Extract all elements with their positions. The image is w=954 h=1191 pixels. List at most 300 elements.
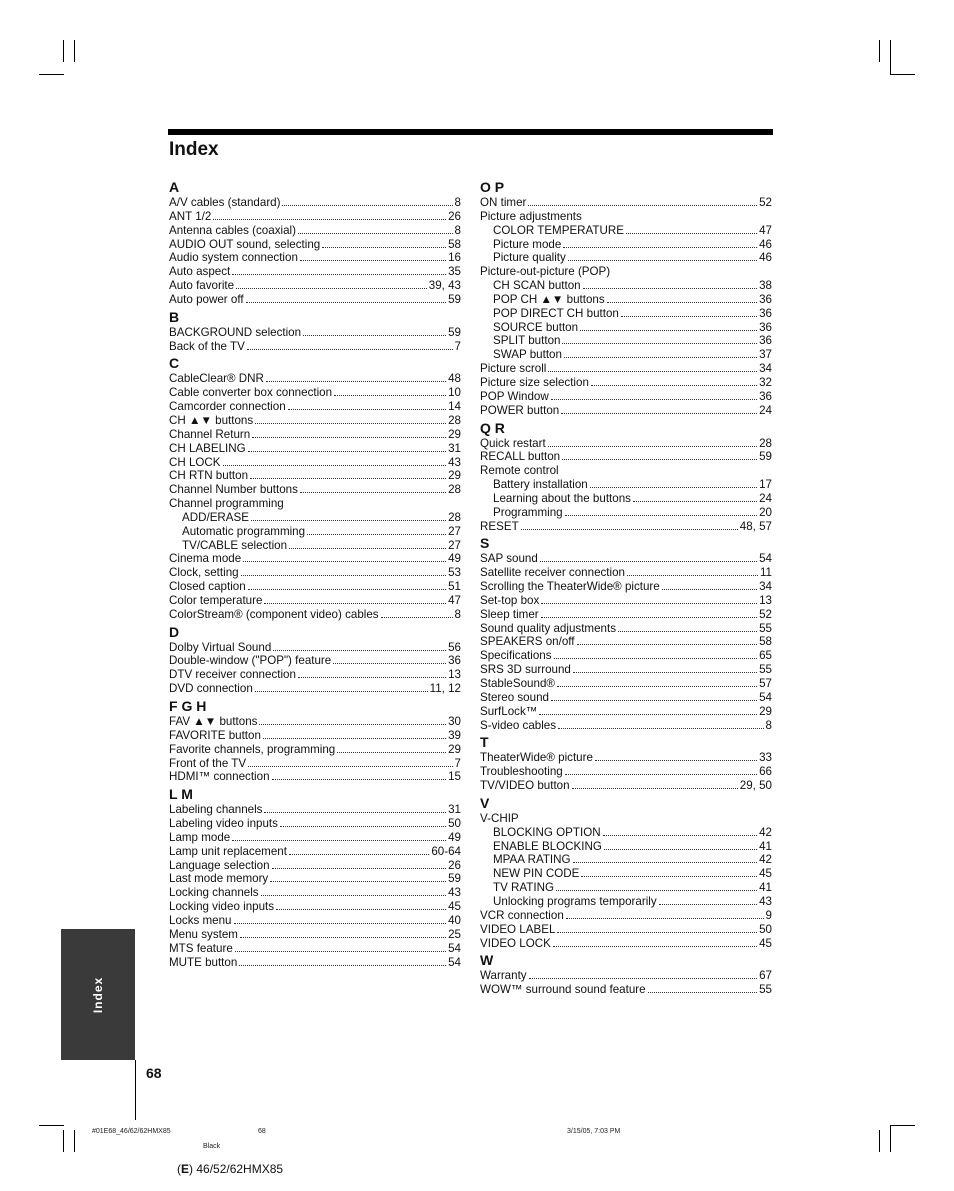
index-entry	[169, 580, 461, 594]
entry-label: COLOR TEMPERATURE	[493, 223, 624, 237]
dot-leader	[248, 766, 452, 767]
dot-leader	[627, 575, 758, 576]
entry-page: 26	[448, 209, 461, 223]
entry-label: Front of the TV	[169, 756, 247, 770]
index-entry	[480, 663, 772, 677]
index-entry	[480, 895, 772, 909]
index-entry	[169, 872, 461, 886]
entry-label: SOURCE button	[493, 320, 579, 334]
dot-leader	[553, 946, 757, 947]
entry-label: CH LABELING	[169, 441, 246, 455]
entry-page: 29	[448, 427, 461, 441]
entry-page: 45	[759, 936, 772, 950]
entry-page: 54	[448, 955, 461, 969]
entry-page: 55	[759, 983, 772, 997]
index-entry	[169, 552, 461, 566]
entry-label: Labeling video inputs	[169, 817, 278, 831]
dot-leader	[337, 752, 446, 753]
dot-leader	[259, 724, 446, 725]
index-entry	[480, 649, 772, 663]
entry-label: SPEAKERS on/off	[480, 635, 575, 649]
index-section	[169, 786, 461, 969]
entry-page: 7	[454, 339, 461, 353]
index-entry	[169, 594, 461, 608]
dot-leader	[551, 399, 757, 400]
index-section	[169, 309, 461, 354]
dot-leader	[562, 459, 757, 460]
entry-label: SRS 3D surround	[480, 663, 571, 677]
entry-label: VCR connection	[480, 908, 564, 922]
index-entry	[169, 608, 461, 622]
index-section	[169, 624, 461, 696]
entry-page: 7	[454, 756, 461, 770]
dot-leader	[333, 663, 446, 664]
index-entry	[169, 224, 461, 238]
entry-label: MUTE button	[169, 955, 238, 969]
dot-leader	[213, 219, 446, 220]
model-rest: ) 46/52/62HMX85	[189, 1162, 284, 1176]
dot-leader	[556, 890, 757, 891]
index-entry	[169, 210, 461, 224]
entry-label: TV/CABLE selection	[182, 538, 288, 552]
entry-page: 41	[759, 839, 772, 853]
index-entry	[480, 334, 772, 348]
entry-page: 31	[448, 803, 461, 817]
dot-leader	[626, 233, 757, 234]
index-entry	[169, 845, 461, 859]
entry-page: 59	[759, 450, 772, 464]
footer-page: 68	[258, 1128, 266, 1135]
entry-label: SAP sound	[480, 552, 538, 566]
entry-label: NEW PIN CODE	[493, 867, 580, 881]
entry-label: MTS feature	[169, 941, 233, 955]
crop-mark	[890, 40, 891, 75]
model-number	[177, 1162, 283, 1176]
dot-leader	[583, 288, 757, 289]
section-letter: Q R	[480, 419, 505, 436]
entry-label: Stereo sound	[480, 690, 549, 704]
dot-leader	[300, 260, 446, 261]
entry-page: 8	[454, 223, 461, 237]
index-entry	[169, 251, 461, 265]
entry-label: Picture adjustments	[480, 209, 582, 223]
section-letter: S	[480, 535, 490, 552]
index-entry	[480, 238, 772, 252]
dot-leader	[529, 978, 757, 979]
entry-label: ENABLE BLOCKING	[493, 839, 602, 853]
dot-leader	[591, 385, 757, 386]
entry-page: 65	[759, 649, 772, 663]
dot-leader	[223, 465, 447, 466]
index-entry	[169, 900, 461, 914]
entry-label: BLOCKING OPTION	[493, 825, 601, 839]
entry-page: 43	[448, 886, 461, 900]
entry-label: Last mode memory	[169, 872, 269, 886]
entry-label: StableSound®	[480, 677, 555, 690]
index-entry	[169, 668, 461, 682]
entry-page: 11	[759, 566, 772, 580]
entry-page: 17	[759, 478, 772, 492]
entry-label: Scrolling the TheaterWide® picture	[480, 580, 660, 594]
page-number: 68	[146, 1065, 162, 1081]
index-section	[169, 698, 461, 784]
section-letter: O P	[480, 179, 505, 195]
dot-leader	[561, 413, 757, 414]
entry-page: 37	[759, 348, 772, 362]
dot-leader	[243, 561, 446, 562]
index-section	[480, 179, 772, 418]
entry-label: ON timer	[480, 196, 527, 209]
side-tab	[61, 929, 135, 1060]
entry-label: BACKGROUND selection	[169, 325, 302, 339]
entry-label: Closed caption	[169, 580, 246, 594]
dot-leader	[595, 760, 757, 761]
entry-label: RECALL button	[480, 450, 561, 464]
entry-page: 57	[759, 677, 772, 690]
dot-leader	[590, 487, 757, 488]
index-entry	[480, 812, 772, 826]
dot-leader	[236, 288, 427, 289]
section-letter: L M	[169, 786, 193, 803]
dot-leader	[563, 247, 757, 248]
entry-label: SWAP button	[493, 348, 562, 362]
crop-mark	[890, 1125, 891, 1152]
entry-label: CH ▲▼ buttons	[169, 413, 254, 427]
index-entry	[480, 983, 772, 997]
crop-mark	[39, 74, 64, 75]
dot-leader	[255, 423, 446, 424]
dot-leader	[548, 446, 757, 447]
entry-page: 67	[759, 969, 772, 983]
entry-page: 27	[448, 538, 461, 552]
dot-leader	[298, 233, 453, 234]
entry-label: Troubleshooting	[480, 765, 563, 779]
crop-mark	[890, 1125, 915, 1126]
entry-page: 50	[759, 922, 772, 936]
entry-label: FAVORITE button	[169, 728, 261, 742]
dot-leader	[633, 501, 757, 502]
entry-page: 36	[448, 654, 461, 668]
index-entry	[480, 293, 772, 307]
entry-page: 55	[759, 663, 772, 677]
index-entry	[480, 492, 772, 506]
index-entry	[169, 483, 461, 497]
entry-page: 43	[759, 894, 772, 908]
entry-label: Lamp mode	[169, 830, 231, 844]
page-number-rule	[135, 1060, 136, 1120]
section-letter: T	[480, 734, 489, 751]
crop-mark	[63, 40, 64, 62]
entry-page: 36	[759, 334, 772, 348]
section-letter: B	[169, 308, 180, 325]
index-entry	[480, 450, 772, 464]
index-entry	[480, 840, 772, 854]
dot-leader	[568, 260, 757, 261]
index-entry	[169, 414, 461, 428]
entry-label: S-video cables	[480, 718, 557, 732]
entry-label: Antenna cables (coaxial)	[169, 223, 296, 237]
entry-label: Locking channels	[169, 886, 259, 900]
entry-label: Sound quality adjustments	[480, 621, 616, 635]
index-entry	[169, 428, 461, 442]
entry-label: Specifications	[480, 649, 552, 663]
dot-leader	[557, 932, 757, 933]
index-entry	[480, 210, 772, 224]
entry-page: 8	[454, 196, 461, 209]
index-entry	[169, 497, 461, 511]
entry-page: 47	[759, 223, 772, 237]
dot-leader	[528, 205, 757, 206]
dot-leader	[239, 965, 446, 966]
entry-page: 38	[759, 279, 772, 293]
dot-leader	[565, 515, 758, 516]
entry-page: 42	[759, 853, 772, 867]
entry-page: 59	[448, 292, 461, 306]
dot-leader	[303, 335, 446, 336]
dot-leader	[548, 371, 757, 372]
dot-leader	[246, 302, 447, 303]
dot-leader	[232, 840, 446, 841]
dot-leader	[234, 923, 447, 924]
entry-label: Back of the TV	[169, 339, 245, 353]
dot-leader	[276, 909, 446, 910]
index-entry	[480, 853, 772, 867]
entry-label: CableClear® DNR	[169, 372, 264, 386]
entry-page: 15	[448, 770, 461, 784]
model-prefix: (	[177, 1162, 181, 1176]
entry-label: V-CHIP	[480, 811, 519, 825]
dot-leader	[288, 409, 446, 410]
entry-label: Picture quality	[493, 251, 566, 265]
entry-page: 34	[759, 362, 772, 376]
dot-leader	[551, 700, 757, 701]
index-entry	[169, 770, 461, 784]
index-entry	[480, 826, 772, 840]
entry-label: POP Window	[480, 389, 549, 403]
entry-label: TheaterWide® picture	[480, 751, 593, 765]
index-entry	[480, 923, 772, 937]
entry-label: ANT 1/2	[169, 209, 212, 223]
dot-leader	[581, 876, 757, 877]
entry-page: 50	[448, 817, 461, 831]
entry-page: 8	[765, 718, 772, 732]
dot-leader	[298, 677, 446, 678]
dot-leader	[381, 617, 453, 618]
index-entry	[480, 969, 772, 983]
entry-label: Menu system	[169, 927, 238, 941]
crop-mark	[74, 1130, 75, 1152]
index-entry	[169, 279, 461, 293]
dot-leader	[618, 631, 757, 632]
footer-color: Black	[203, 1143, 221, 1150]
index-entry	[169, 238, 461, 252]
section-letter: F G H	[169, 698, 207, 714]
entry-label: ADD/ERASE	[182, 510, 250, 524]
entry-page: 41	[759, 881, 772, 895]
entry-page: 28	[448, 413, 461, 427]
entry-page: 30	[448, 715, 461, 728]
dot-leader	[334, 395, 446, 396]
index-entry	[169, 757, 461, 771]
dot-leader	[539, 714, 757, 715]
entry-page: 31	[448, 441, 461, 455]
section-letter: V	[480, 794, 490, 811]
index-entry	[169, 641, 461, 655]
entry-label: Channel programming	[169, 497, 284, 511]
entry-label: Auto power off	[169, 292, 244, 306]
entry-label: Quick restart	[480, 436, 546, 450]
entry-label: Warranty	[480, 969, 527, 983]
dot-leader	[272, 779, 447, 780]
index-entry	[480, 348, 772, 362]
dot-leader	[541, 603, 757, 604]
index-entry	[480, 321, 772, 335]
entry-page: 66	[759, 765, 772, 779]
index-entry	[480, 265, 772, 279]
dot-leader	[250, 478, 446, 479]
dot-leader	[241, 575, 447, 576]
index-entry	[169, 265, 461, 279]
entry-label: Favorite channels, programming	[169, 742, 336, 756]
index-entry	[480, 478, 772, 492]
entry-page: 29	[448, 469, 461, 483]
entry-page: 25	[448, 927, 461, 941]
dot-leader	[289, 854, 429, 855]
entry-page: 34	[759, 580, 772, 594]
entry-label: Language selection	[169, 858, 270, 872]
dot-leader	[572, 788, 738, 789]
index-entry	[480, 779, 772, 793]
dot-leader	[261, 895, 447, 896]
entry-page: 36	[759, 389, 772, 403]
entry-page: 55	[759, 621, 772, 635]
index-entry	[169, 326, 461, 340]
entry-label: SurfLock™	[480, 704, 538, 718]
entry-page: 58	[448, 237, 461, 251]
entry-label: Learning about the buttons	[493, 491, 631, 505]
dot-leader	[270, 881, 446, 882]
index-entry	[169, 539, 461, 553]
model-letter: E	[181, 1162, 190, 1176]
entry-label: Color temperature	[169, 593, 263, 607]
dot-leader	[648, 992, 757, 993]
entry-label: Clock, setting	[169, 566, 239, 580]
entry-label: TV/VIDEO button	[480, 779, 570, 793]
entry-label: Remote control	[480, 464, 559, 478]
entry-page: 45	[759, 867, 772, 881]
entry-page: 29	[759, 704, 772, 718]
dot-leader	[573, 672, 757, 673]
index-entry	[480, 362, 772, 376]
dot-leader	[562, 343, 757, 344]
index-entry	[169, 196, 461, 210]
entry-label: RESET	[480, 519, 519, 533]
entry-page: 45	[448, 900, 461, 914]
index-entry	[480, 390, 772, 404]
dot-leader	[573, 862, 758, 863]
crop-mark	[879, 1130, 880, 1152]
entry-page: 20	[759, 505, 772, 519]
entry-page: 47	[448, 593, 461, 607]
index-entry	[480, 552, 772, 566]
entry-page: 39, 43	[428, 279, 461, 293]
entry-label: Locking video inputs	[169, 900, 275, 914]
index-entry	[480, 622, 772, 636]
index-entry	[480, 594, 772, 608]
index-entry	[480, 506, 772, 520]
entry-label: VIDEO LOCK	[480, 936, 551, 950]
section-letter: D	[169, 623, 180, 640]
index-entry	[480, 279, 772, 293]
dot-leader	[272, 868, 447, 869]
entry-label: Auto aspect	[169, 265, 231, 279]
index-entry	[480, 677, 772, 691]
entry-page: 11, 12	[429, 682, 461, 696]
index-entry	[480, 224, 772, 238]
index-entry	[480, 705, 772, 719]
index-entry	[480, 765, 772, 779]
index-entry	[480, 867, 772, 881]
index-entry	[169, 456, 461, 470]
dot-leader	[235, 951, 446, 952]
index-right-column	[480, 177, 772, 997]
entry-page: 36	[759, 292, 772, 306]
entry-page: 28	[448, 483, 461, 497]
entry-label: Channel Number buttons	[169, 483, 298, 497]
dot-leader	[662, 589, 757, 590]
entry-label: CH SCAN button	[493, 279, 581, 293]
dot-leader	[266, 381, 446, 382]
entry-page: 56	[448, 640, 461, 654]
entry-page: 16	[448, 251, 461, 265]
entry-label: DVD connection	[169, 682, 253, 696]
entry-page: 54	[759, 552, 772, 566]
dot-leader	[264, 812, 446, 813]
index-entry	[480, 566, 772, 580]
entry-label: AUDIO OUT sound, selecting	[169, 237, 321, 251]
index-entry	[169, 525, 461, 539]
index-entry	[480, 376, 772, 390]
entry-label: WOW™ surround sound feature	[480, 983, 646, 997]
entry-page: 43	[448, 455, 461, 469]
index-entry	[480, 307, 772, 321]
entry-label: Channel Return	[169, 427, 251, 441]
index-entry	[169, 340, 461, 354]
entry-page: 52	[759, 607, 772, 621]
entry-label: VIDEO LABEL	[480, 922, 556, 936]
entry-label: Auto favorite	[169, 279, 235, 293]
index-entry	[169, 914, 461, 928]
entry-label: MPAA RATING	[493, 853, 571, 867]
index-entry	[169, 928, 461, 942]
entry-label: Dolby Virtual Sound	[169, 640, 272, 654]
index-entry	[480, 719, 772, 733]
entry-label: Unlocking programs temporarily	[493, 894, 657, 908]
entry-page: 42	[759, 825, 772, 839]
index-entry	[480, 635, 772, 649]
index-section	[480, 952, 772, 997]
entry-page: 53	[448, 566, 461, 580]
side-tab-label: Index	[91, 976, 105, 1013]
index-entry	[480, 691, 772, 705]
entry-page: 13	[448, 668, 461, 682]
entry-page: 28	[448, 510, 461, 524]
entry-page: 39	[448, 728, 461, 742]
index-entry	[480, 751, 772, 765]
dot-leader	[322, 247, 446, 248]
index-entry	[169, 729, 461, 743]
index-section	[169, 355, 461, 621]
